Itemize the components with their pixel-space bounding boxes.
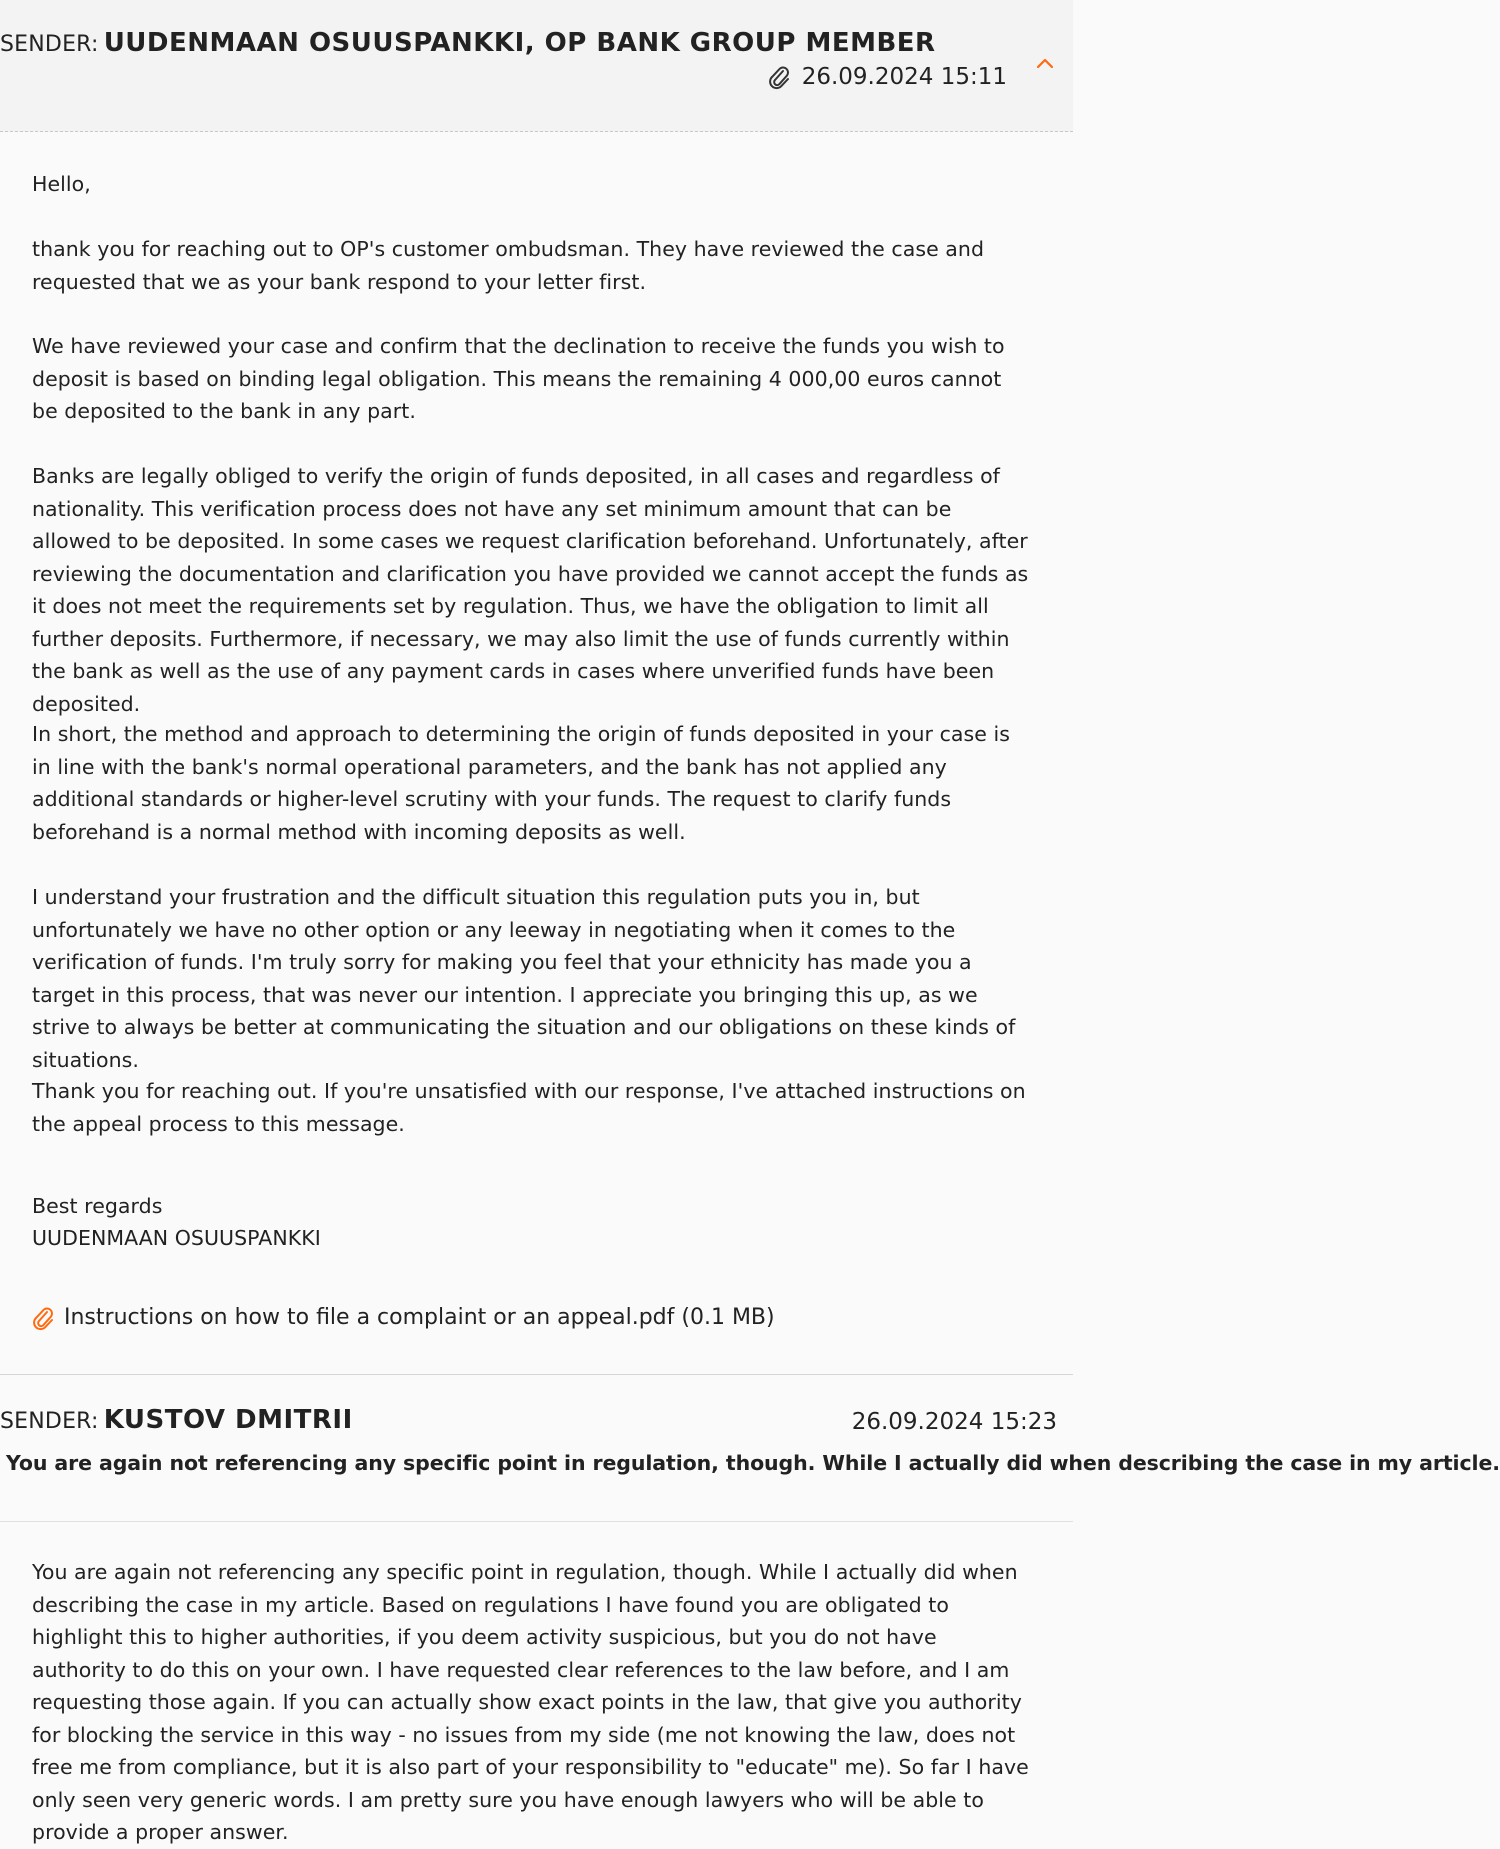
message-meta [768,64,1007,90]
signature: UUDENMAAN OSUUSPANKKI [32,1226,321,1250]
sender-line [0,28,936,58]
message-date: 26.09.2024 15:11 [801,64,1007,90]
paragraph: In short, the method and approach to determining the origin of funds deposited in your case is in line with the bank's normal operational parameters, and the bank has not applied any additional standards or higher-level scrutiny with your funds. The request to clarify funds beforehand is a normal method with incoming deposits as well. [32,722,1010,844]
message-header-bank[interactable] [0,0,1073,132]
sender-line [0,1405,353,1435]
paragraph: Banks are legally obliged to verify the origin of funds deposited, in all cases and regardless of nationality. This verification process does not have any set minimum amount that can be allowed to be deposited. In some cases we request clarification beforehand. Unfortunately, after reviewing the documentation and clarification you have provided we cannot accept the funds as it does not meet the requirements set by regulation. Thus, we have the obligation to limit all further deposits. Furthermore, if necessary, we may also limit the use of funds currently within the bank as well as the use of any payment cards in cases where unverified funds have been deposited. [32,464,1029,716]
attachment-link[interactable] [32,1305,775,1330]
paragraph: thank you for reaching out to OP's customer ombudsman. They have reviewed the case and requested that we as your bank respond to your letter first. [32,237,985,294]
message-date: 26.09.2024 15:23 [851,1409,1057,1435]
message-preview: You are again not referencing any specific point in regulation, though. While I actually did when describing the case in my article. [6,1451,1500,1475]
signoff: Best regards [32,1194,163,1218]
paragraph: We have reviewed your case and confirm that the declination to receive the funds you wish to deposit is based on binding legal obligation. This means the remaining 4 000,00 euros cannot be deposited to the bank in any part. [32,334,1005,423]
sender-label: SENDER: [0,32,99,57]
sender-label: SENDER: [0,1409,99,1434]
greeting: Hello, [32,172,91,196]
paperclip-icon [32,1306,54,1330]
paperclip-icon [768,65,790,89]
sender-name: UUDENMAAN OSUUSPANKKI, OP BANK GROUP MEMBER [103,28,936,58]
paragraph: Thank you for reaching out. If you're unsatisfied with our response, I've attached instructions on the appeal process to this message. [32,1079,1026,1136]
paragraph: I understand your frustration and the difficult situation this regulation puts you in, but unfortunately we have no other option or any leeway in negotiating when it comes to the verification of funds. I'm truly sorry for making you feel that your ethnicity has made you a target in this process, that was never our intention. I appreciate you bringing this up, as we strive to always be better at communicating the situation and our obligations on these kinds of situations. [32,885,1016,1072]
divider [0,1521,1073,1522]
attachment-filename[interactable]: Instructions on how to file a complaint or an appeal.pdf (0.1 MB) [64,1305,775,1330]
message-header-customer[interactable] [0,1375,1500,1521]
sender-name: KUSTOV DMITRII [103,1405,353,1435]
message-body: You are again not referencing any specific point in regulation, though. While I actually did when describing the case in my article. Based on regulations I have found you are obligated to highlight this to higher authorities, if you deem activity suspicious, but you do not have authority to do this on your own. I have requested clear references to the law before, and I am requesting those again. If you can actually show exact points in the law, that give you authority for blocking the service in this way - no issues from my side (me not knowing the law, does not free me from compliance, but it is also part of your responsibility to "educate" me). So far I have only seen very generic words. I am pretty sure you have enough lawyers who will be able to provide a proper answer. [32,1560,1029,1844]
chevron-up-icon[interactable] [1031,50,1059,78]
